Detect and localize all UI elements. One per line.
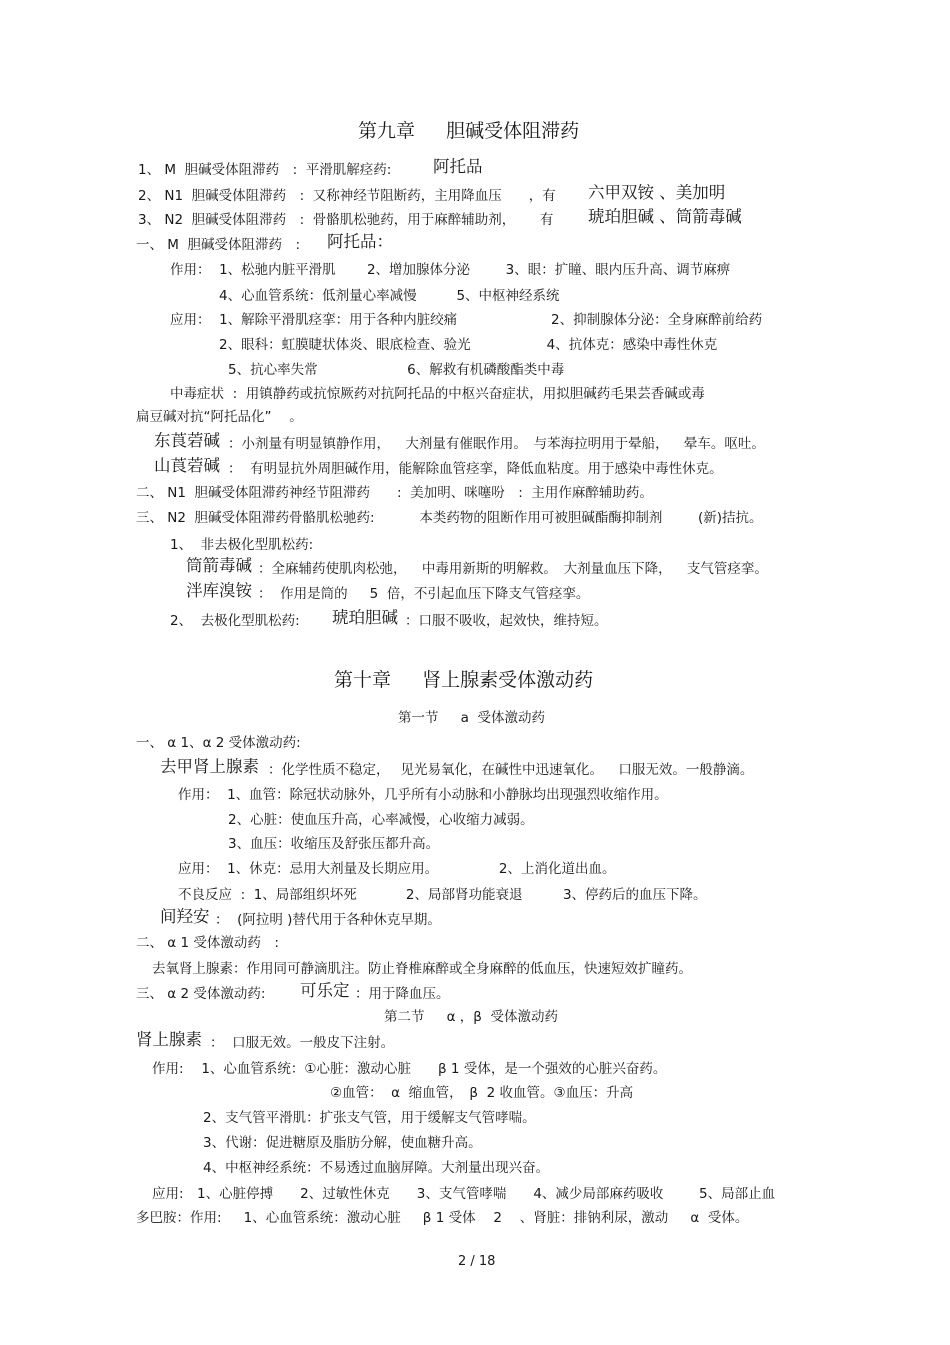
pancuronium-text: ： 作用是筒的 5 倍，不引起血压下降支气管痉挛。 [258, 586, 590, 602]
section-1-title: 第一节 a 受体激动药 [398, 710, 545, 726]
succinylcholine-name: 琥珀胆碱 [332, 608, 398, 627]
metaraminol-name: 间羟安 [160, 907, 210, 926]
section-1-heading: 一、 M 胆碱受体阻滞药 : [136, 237, 301, 253]
chapter-9-title: 第九章 胆碱受体阻滞药 [358, 120, 580, 142]
epinephrine-name: 肾上腺素 [136, 1030, 202, 1049]
ne-adverse-line: 不良反应 : 1、局部组织坏死 2、局部肾功能衰退 3、停药后的血压下降。 [178, 887, 707, 903]
poison-line-1: 中毒症状 : 用镇静药或抗惊厥药对抗阿托品的中枢兴奋症状，用拟胆碱药毛果芸香碱或毒 [170, 386, 705, 402]
effect-line-1: 作用： 1、松驰内脏平滑肌 2、增加腺体分泌 3、眼：扩瞳、眼内压升高、调节麻痹 [170, 262, 731, 278]
epi-effect-line-2: ②血管： α 缩血管， β 2 收血管。③血压：升高 [330, 1085, 634, 1101]
norepinephrine-text: ：化学性质不稳定， 见光易氧化，在碱性中迅速氧化。 口服无效。一般静滴。 [268, 762, 754, 778]
ne-use-line: 应用： 1、休克：忌用大剂量及长期应用。 2、上消化道出血。 [178, 861, 616, 877]
alpha-1-2-heading: 一、 α 1、α 2 受体激动药: [136, 735, 301, 751]
effect-line-2: 4、心血管系统：低剂量心率减慢 5、中枢神经系统 [219, 288, 560, 304]
scopolamine-text: ：小剂量有明显镇静作用， 大剂量有催眠作用。 与苯海拉明用于晕船， 晕车。呕吐。 [228, 436, 765, 452]
use-line-2: 2、眼科：虹膜睫状体炎、眼底检查、验光 4、抗体克：感染中毒性休克 [219, 337, 718, 353]
intro-drug-2: 六甲双铵 、美加明 [588, 183, 726, 202]
epi-use-line: 应用: 1、心脏停搏 2、过敏性休克 3、支气管哮喘 4、减少局部麻药吸收 5、局部止血 [152, 1186, 776, 1202]
intro-drug-1: 阿托品 [433, 157, 483, 176]
anisodamine-name: 山莨菪碱 [154, 456, 220, 475]
ne-effect-line-3: 3、血压：收缩压及舒张压都升高。 [228, 836, 440, 852]
chapter-10-title: 第十章 肾上腺素受体激动药 [334, 669, 594, 691]
epi-effect-line-4: 3、代谢：促进糖原及脂肪分解，使血糖升高。 [203, 1135, 482, 1151]
ne-effect-line-1: 作用： 1、血管：除冠状动脉外，几乎所有小动脉和小静脉均出现强烈收缩作用。 [178, 787, 668, 803]
epinephrine-text: ： 口服无效。一般皮下注射。 [210, 1035, 395, 1051]
intro-line-2: 2、 N1 胆碱受体阻滞药 : 又称神经节阻断药，主用降血压 ，有 [138, 188, 556, 204]
alpha-2-heading: 三、 α 2 受体激动药: [136, 986, 266, 1002]
depolarizing-heading: 2、 去极化型肌松药: [170, 613, 300, 629]
epi-effect-line-3: 2、支气管平滑肌：扩张支气管，用于缓解支气管哮喘。 [203, 1110, 536, 1126]
tubocurarine-text: ：全麻辅药使肌肉松弛， 中毒用新斯的明解救。 大剂量血压下降， 支气管痉挛。 [258, 561, 768, 577]
use-line-1: 应用： 1、解除平滑肌痉挛：用于各种内脏绞痛 2、抑制腺体分泌：全身麻醉前给药 [170, 312, 763, 328]
nondepolarizing-heading: 1、 非去极化型肌松药: [170, 537, 314, 553]
ne-effect-line-2: 2、心脏：使血压升高，心率减慢，心收缩力减弱。 [228, 812, 534, 828]
scopolamine-name: 东莨菪碱 [154, 431, 220, 450]
epi-effect-line-1: 作用: 1、心血管系统：①心脏：激动心脏 β 1 受体，是一个强效的心脏兴奋药。 [152, 1061, 667, 1077]
alpha-1-heading: 二、 α 1 受体激动药 : [136, 935, 279, 951]
metaraminol-text: ： (阿拉明 )替代用于各种休克早期。 [215, 912, 441, 928]
epi-effect-line-5: 4、中枢神经系统：不易透过血脑屏障。大剂量出现兴奋。 [203, 1160, 550, 1176]
dopamine-line: 多巴胺：作用: 1、心血管系统：激动心脏 β 1 受体 2 、肾脏：排钠利尿，激动 α 受体。 [136, 1210, 749, 1226]
section-2-line: 二、 N1 胆碱受体阻滞药神经节阻滞药 : 美加明、咪噻吩 : 主用作麻醉辅助药。 [136, 485, 653, 501]
phenylephrine-text: 去氧肾上腺素：作用同可静滴肌注。防止脊椎麻醉或全身麻醉的低血压，快速短效扩瞳药。 [152, 961, 692, 977]
section-3-line: 三、 N2 胆碱受体阻滞药骨骼肌松驰药: 本类药物的阻断作用可被胆碱酯酶抑制剂 (新)拮抗。 [136, 510, 763, 526]
page-number: 2 / 18 [458, 1254, 496, 1269]
anisodamine-text: ： 有明显抗外周胆碱作用，能解除血管痉挛，降低血粘度。用于感染中毒性休克。 [228, 461, 723, 477]
norepinephrine-name: 去甲肾上腺素 [160, 757, 259, 776]
poison-line-2: 扁豆碱对抗“阿托品化” 。 [136, 409, 303, 425]
intro-line-3: 3、 N2 胆碱受体阻滞药 : 骨骼肌松驰药，用于麻醉辅助剂， 有 [138, 212, 554, 228]
use-line-3: 5、抗心率失常 6、解救有机磷酸酯类中毒 [228, 362, 565, 378]
intro-line-1: 1、 M 胆碱受体阻滞药 : 平滑肌解痉药: [138, 162, 392, 178]
section-2-title: 第二节 α ，β 受体激动药 [384, 1009, 558, 1025]
pancuronium-name: 泮库溴铵 [186, 581, 252, 600]
intro-drug-3: 琥珀胆碱 、筒箭毒碱 [588, 207, 742, 226]
section-1-drug: 阿托品： [327, 232, 393, 251]
succinylcholine-text: ：口服不吸收，起效快，维持短。 [405, 613, 608, 629]
clonidine-name: 可乐定 [300, 981, 350, 1000]
clonidine-text: ：用于降血压。 [355, 986, 450, 1002]
tubocurarine-name: 筒箭毒碱 [186, 556, 252, 575]
